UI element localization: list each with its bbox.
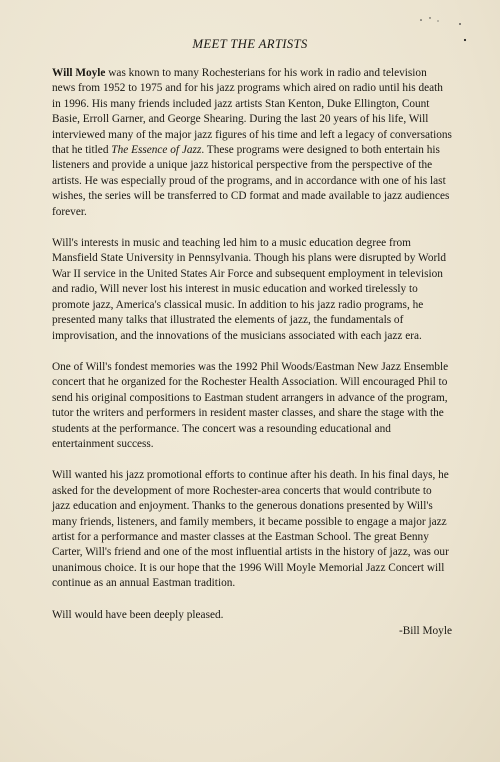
paragraph-4: Will wanted his jazz promotional efforts to continue after his death. In his final days, he asked for the development of more Rochester-area concerts that would contribute to jazz education and enjoyment. Thanks to the generous donations presented by Will's many friends, listeners, and family members, it became possible to engage a major jazz artist for a performance and master classes at the Eastman School. The great Benny Carter, Will's friend and one of the most influential artists in the history of jazz, was our unanimous choice. It is our hope that the 1996 Will Moyle Memorial Jazz Concert will continue as an annual Eastman tradition. <box>52 469 449 590</box>
paragraph-2: Will's interests in music and teaching led him to a music education degree from Mansfield State University in Pennsylvania. Though his plans were disrupted by World War II service in the United States Air Force and subsequent employment in television and radio, Will never lost his interest in music education and worked tirelessly to promote jazz, America's classical music. In addition to his jazz radio programs, he presented many talks that illustrated the elements of jazz, the fundamentals of improvisation, and the innovations of the musicians associated with each jazz era. <box>52 237 447 342</box>
paragraph-1 <box>52 66 452 220</box>
artist-name: Will Moyle <box>52 67 106 79</box>
closing-line: Will would have been deeply pleased. <box>52 608 224 621</box>
signature: -Bill Moyle <box>398 624 452 637</box>
program-title: The Essence of Jazz <box>111 144 202 157</box>
paragraph-1-text-b: . These programs were designed to both entertain his listeners and provide a unique jazz historical perspective from the perspective of the artists. He was especially proud of the programs, and in accordance with one of his last wishes, the series will be transferred to CD format and made available to jazz audiences forever. <box>52 144 450 218</box>
closing-block <box>52 608 452 638</box>
paragraph-3: One of Will's fondest memories was the 1992 Phil Woods/Eastman New Jazz Ensemble concert that he organized for the Rochester Health Association. Will encouraged Phil to send his original compositions to Eastman student arrangers in advance of the program, tutor the writers and performers in resident master classes, and share the stage with the students at the performance. The concert was a resounding educational and entertainment success. <box>52 360 449 450</box>
page-title: MEET THE ARTISTS <box>192 37 308 51</box>
article-body <box>52 66 452 638</box>
paragraph-1-text-a: was known to many Rochesterians for his work in radio and television news from 1952 to 1975 and for his jazz programs which aired on radio until his death in 1996. His many friends included jazz artists Stan Kenton, Duke Ellington, Count Basie, Erroll Garner, and George Shearing. During the last 20 years of his life, Will interviewed many of the major jazz figures of his time and left a legacy of conversations that he titled <box>52 67 452 157</box>
